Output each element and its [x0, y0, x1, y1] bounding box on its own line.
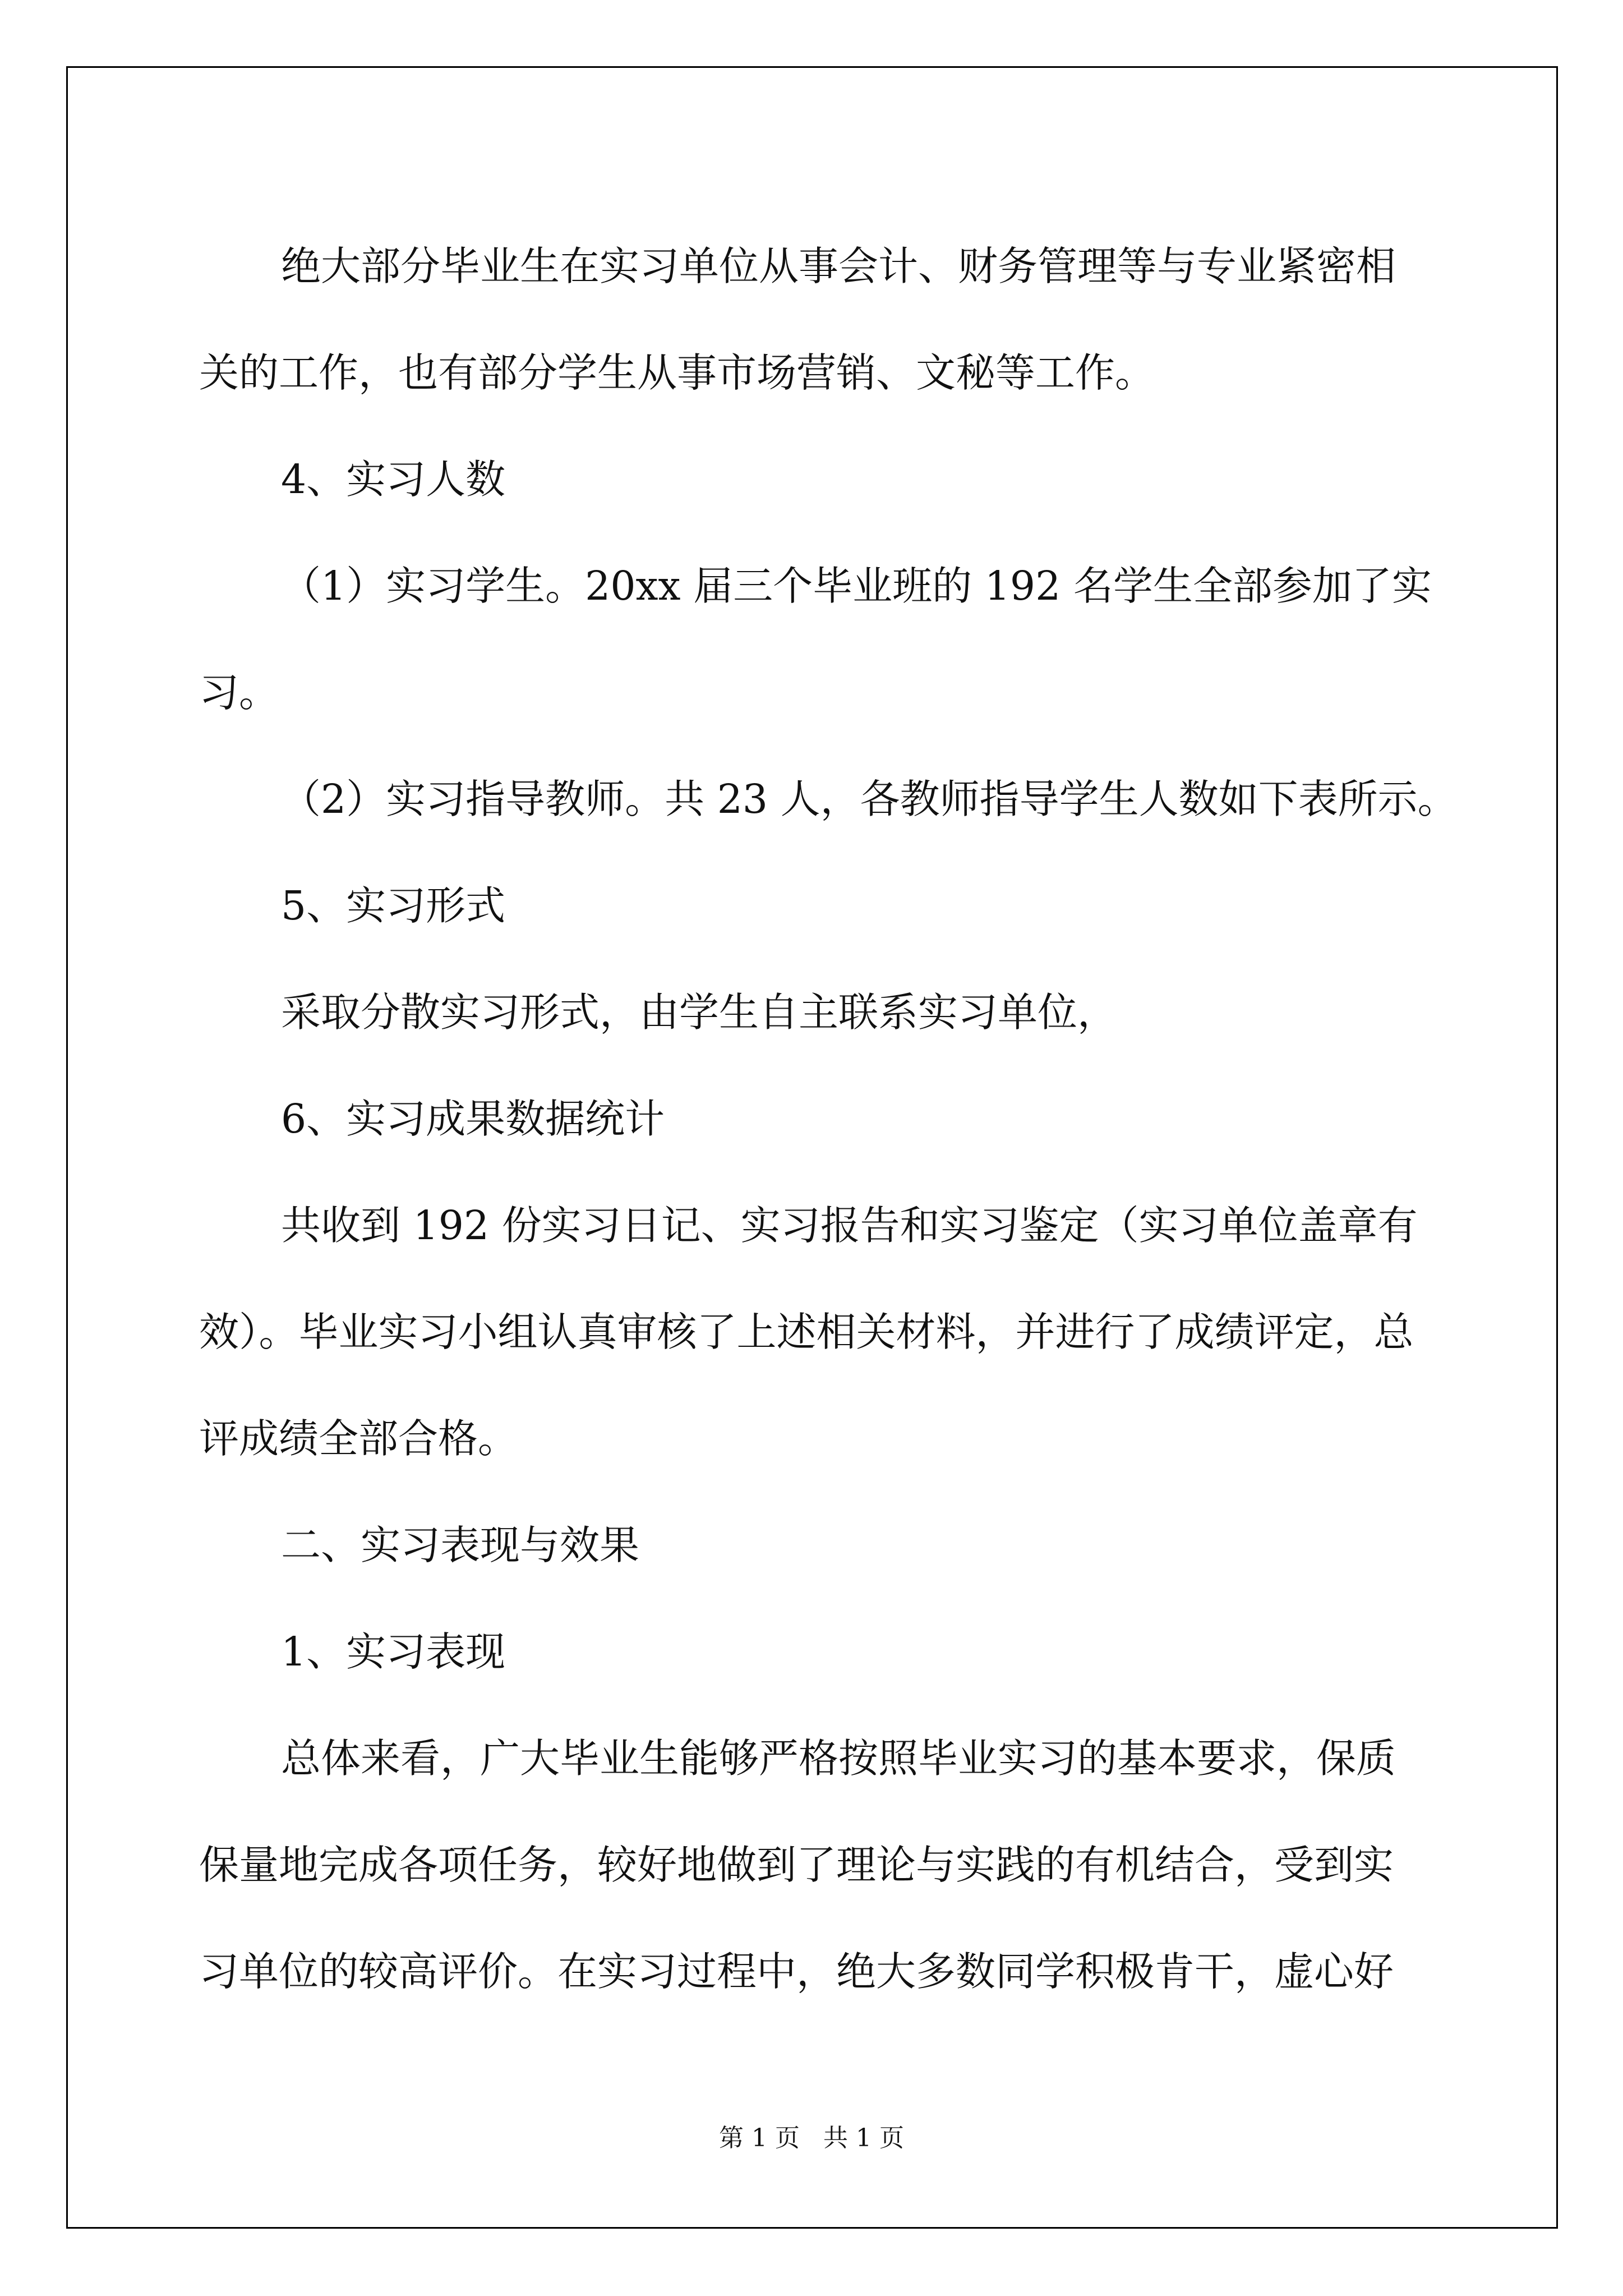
text-line: 6、实习成果数据统计	[281, 1096, 665, 1142]
text-line: 绝大部分毕业生在实习单位从事会计、财务管理等与专业紧密相	[281, 243, 1396, 289]
document-body	[199, 213, 1458, 2025]
text-line: （2）实习指导教师。共 23 人，各教师指导学生人数如下表所示。	[281, 776, 1458, 822]
text-line: 共收到 192 份实习日记、实习报告和实习鉴定（实习单位盖章有	[281, 1202, 1418, 1249]
text-line: 5、实习形式	[281, 882, 506, 929]
text-line: （1）实习学生。20xx 届三个毕业班的 192 名学生全部参加了实	[281, 563, 1432, 609]
text-line: 总体来看，广大毕业生能够严格按照毕业实习的基本要求，保质	[281, 1735, 1396, 1782]
text-line: 二、实习表现与效果	[281, 1522, 640, 1568]
text-line: 习单位的较高评价。在实习过程中，绝大多数同学积极肯干，虚心好	[199, 1948, 1394, 1995]
text-line: 1、实习表现	[281, 1628, 506, 1675]
text-line: 保量地完成各项任务，较好地做到了理论与实践的有机结合，受到实	[199, 1842, 1394, 1888]
text-line: 评成绩全部合格。	[199, 1415, 518, 1462]
text-line: 习。	[199, 669, 279, 716]
text-line: 4、实习人数	[281, 456, 506, 503]
text-line: 效）。毕业实习小组认真审核了上述相关材料，并进行了成绩评定，总	[199, 1309, 1414, 1355]
text-line: 关的工作，也有部分学生从事市场营销、文秘等工作。	[199, 349, 1155, 396]
text-line: 采取分散实习形式，由学生自主联系实习单位，	[281, 989, 1118, 1036]
page-number-footer: 第 1 页 共 1 页	[719, 2124, 904, 2152]
